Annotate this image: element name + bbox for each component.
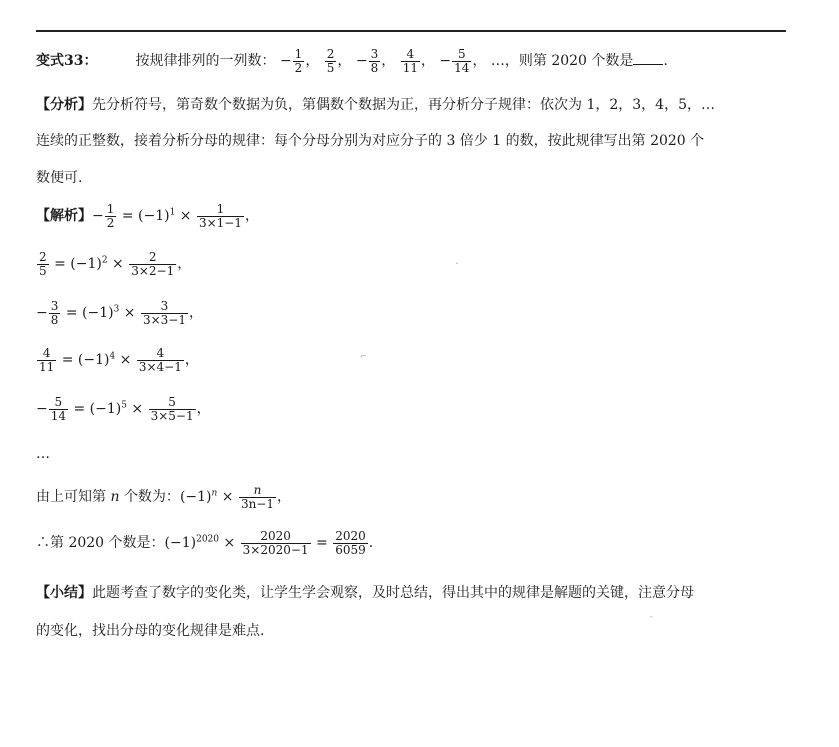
scan-speck: ⌐: [360, 352, 367, 361]
question-text-after: …，则第 2020 个数是: [490, 53, 634, 70]
summary-line-1: 【小结】此题考查了数字的变化类，让学生学会观察，及时总结，得出其中的规律是解题的关键，注意分母: [36, 585, 694, 601]
question-line: 变式33： 按规律排列的一列数： − $\frac{1}{2}$ ， $\frac{2}{5}$ ， − $\frac{3}{8}$ ， $\frac{4}{11}$ ， − $\frac{5}{14}$ ， …，则第 2020 个数是 .: [36, 47, 668, 75]
solution-label: 【解析】: [36, 208, 92, 225]
sequence-term: − $\frac{5}{14}$ ，: [439, 47, 487, 75]
solution-row-3: − $\frac{3}{8}$ = $(-1)^3$ × $\frac{3}{3\times 3-1}$ ，: [36, 299, 203, 327]
solution-row-5: − $\frac{5}{14}$ = $(-1)^5$ × $\frac{5}{3\times 5-1}$ ，: [36, 395, 211, 423]
summary-label: 【小结】: [36, 585, 92, 601]
solution-row-1: 【解析】− $\frac{1}{2}$ = $(-1)^1$ × $\frac{1}{3\times 1-1}$ ，: [36, 202, 259, 230]
question-text-before: 按规律排列的一列数：: [135, 53, 276, 70]
top-rule: [36, 30, 786, 32]
sequence-term: $\frac{4}{11}$ ，: [402, 47, 435, 75]
sequence-term: − $\frac{1}{2}$ ，: [279, 47, 320, 75]
sequence-term: $\frac{2}{5}$ ，: [326, 47, 352, 75]
scan-speck: ‐: [650, 612, 653, 621]
scan-speck: ˘: [455, 262, 459, 271]
solution-row-2: $\frac{2}{5}$ = $(-1)^2$ × $\frac{2}{3\times 2-1}$ ，: [39, 250, 192, 278]
summary-line-2: 的变化，找出分母的变化规律是难点.: [36, 623, 265, 639]
question-label: 变式33：: [36, 53, 98, 70]
analysis-line-1: 【分析】先分析符号，第奇数个数据为负，第偶数个数据为正，再分析分子规律：依次为 1，2，3，4，5，…: [36, 97, 715, 113]
final-answer-line: ∴第 2020 个数是：$(-1)^{2020}$ × $\frac{2020}{3\times 2020-1}$ = $\frac{2020}{6059}$ .: [36, 529, 374, 557]
sequence-term: − $\frac{3}{8}$ ，: [355, 47, 396, 75]
analysis-line-2: 连续的正整数，接着分析分母的规律：每个分母分别为对应分子的 3 倍少 1 的数，按此规律写出第 2020 个: [36, 133, 705, 149]
answer-blank: [633, 52, 663, 65]
analysis-label: 【分析】: [36, 97, 92, 113]
general-term-line: 由上可知第 n 个数为：$(-1)^n$ × $\frac{n}{3n-1}$ ，: [36, 483, 291, 511]
solution-row-4: $\frac{4}{11}$ = $(-1)^4$ × $\frac{4}{3\times 4-1}$ ，: [39, 346, 199, 374]
analysis-line-3: 数便可.: [36, 170, 83, 186]
solution-ellipsis: …: [36, 446, 50, 462]
